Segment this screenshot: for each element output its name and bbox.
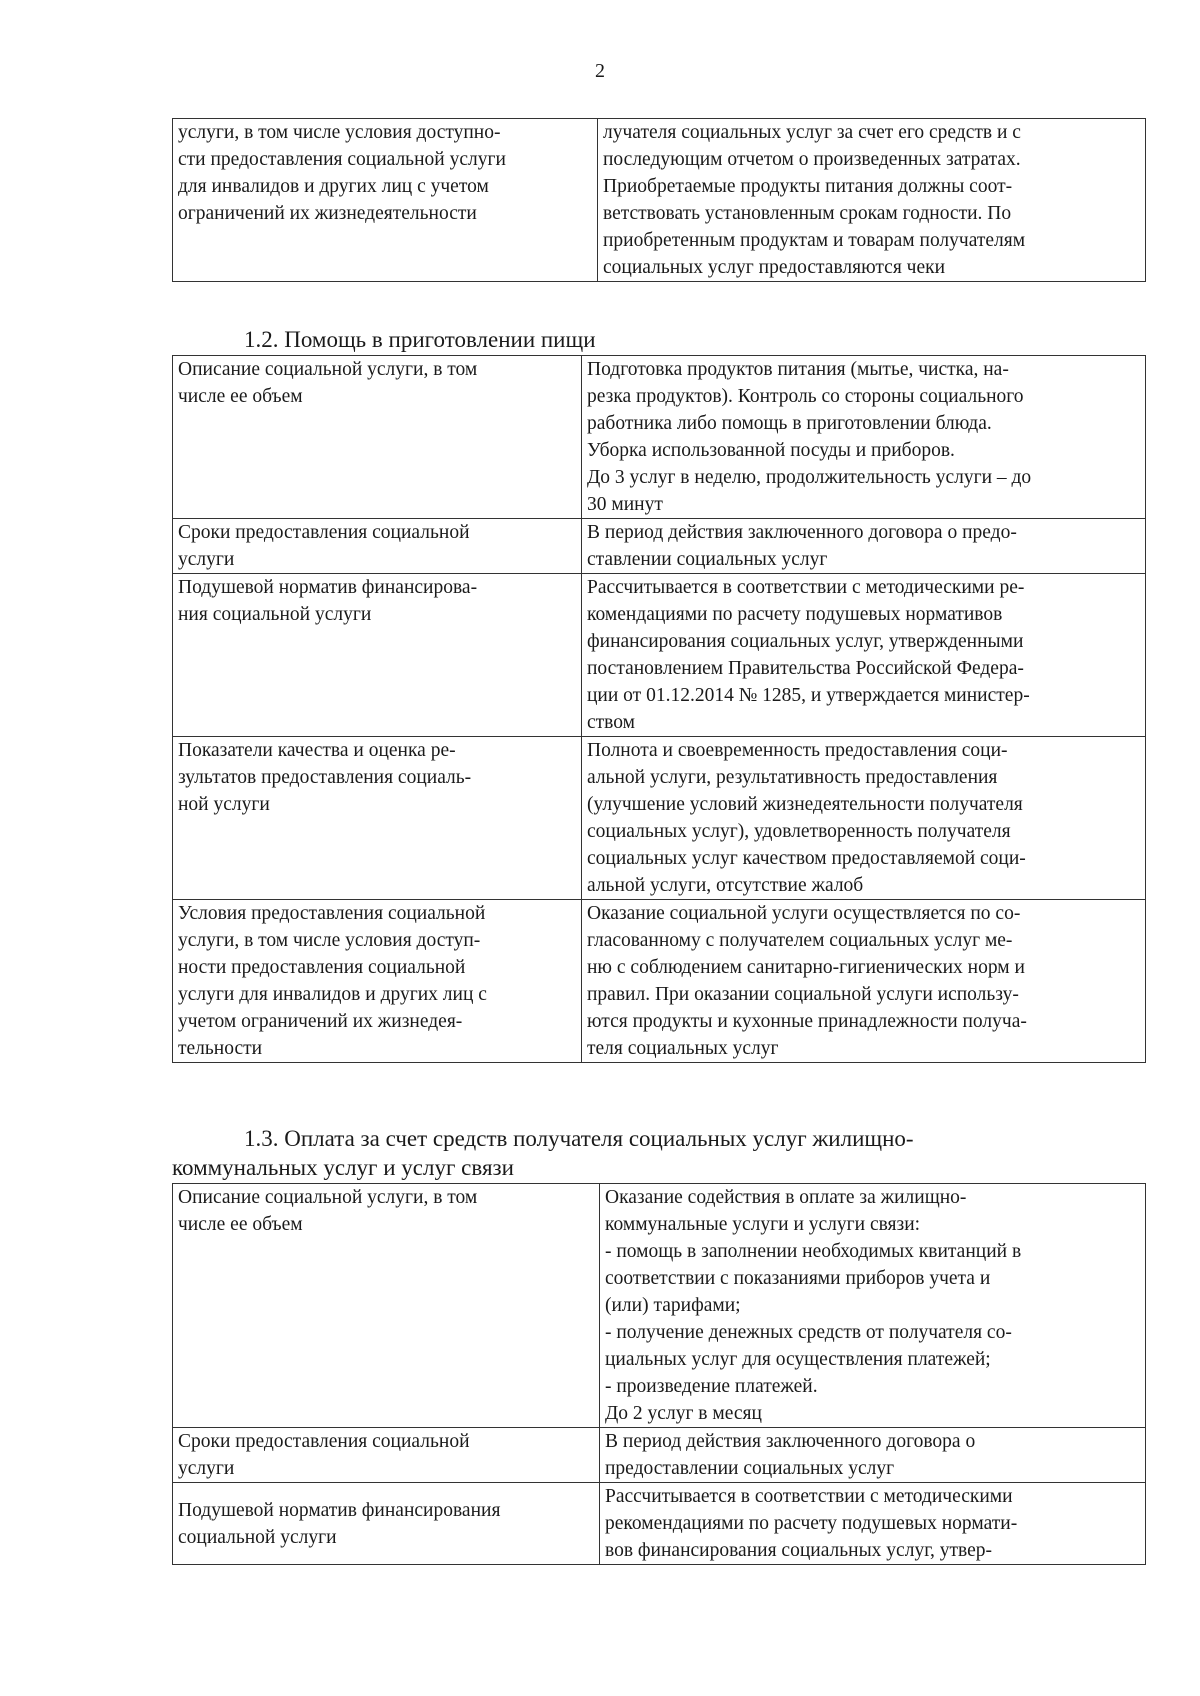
table-row: [173, 737, 1146, 900]
table-cell-label: Сроки предоставления социальной услуги: [173, 1428, 600, 1483]
table-row: [173, 519, 1146, 574]
table-cell-label: Подушевой норматив финансирования социальной услуги: [173, 1483, 600, 1565]
table-cell-label: услуги, в том числе условия доступно- сти предоставления социальной услуги для инвалидов и других лиц с учетом ограничений их жизнедеятельности: [173, 119, 598, 282]
table-row: [173, 119, 1146, 282]
table-cell-value: Оказание социальной услуги осуществляется по со- гласованному с получателем социальных услуг ме- ню с соблюдением санитарно-гигиенических норм и правил. При оказании социальной услуги использу- ются продукты и кухонные принадлежности получа- теля социальных услуг: [582, 900, 1146, 1063]
section-1-2-title: 1.2. Помощь в приготовлении пищи: [244, 327, 596, 352]
table-cell-value: Подготовка продуктов питания (мытье, чистка, на- резка продуктов). Контроль со стороны социального работника либо помощь в приготовлении блюда. Уборка использованной посуды и приборов. До 3 услуг в неделю, продолжительность услуги – до 30 минут: [582, 356, 1146, 519]
table-cell-label: Описание социальной услуги, в том числе ее объем: [173, 1184, 600, 1428]
table-row: [173, 1483, 1146, 1565]
section-1-2-table: [172, 355, 1146, 1063]
table-row: [173, 356, 1146, 519]
table-cell-value: Оказание содействия в оплате за жилищно- коммунальные услуги и услуги связи: - помощь в заполнении необходимых квитанций в соответствии с показаниями приборов учета и (или) тарифами; - получение денежных средств от получателя со- циальных услуг для осуществления платежей; - произведение платежей. До 2 услуг в месяц: [600, 1184, 1146, 1428]
table-row: [173, 574, 1146, 737]
table-cell-label: Подушевой норматив финансирова- ния социальной услуги: [173, 574, 582, 737]
table-cell-value: В период действия заключенного договора о предо- ставлении социальных услуг: [582, 519, 1146, 574]
table-cell-label: Показатели качества и оценка ре- зультатов предоставления социаль- ной услуги: [173, 737, 582, 900]
table-row: [173, 900, 1146, 1063]
section-1-3-table: [172, 1183, 1146, 1565]
table-row: [173, 1428, 1146, 1483]
table-cell-label: Описание социальной услуги, в том числе ее объем: [173, 356, 582, 519]
page-number: 2: [595, 60, 605, 82]
table-cell-value: Полнота и своевременность предоставления соци- альной услуги, результативность предоставления (улучшение условий жизнедеятельности получателя социальных услуг), удовлетворенность получателя социальных услуг качеством предоставляемой соци- альной услуги, отсутствие жалоб: [582, 737, 1146, 900]
table-row: [173, 1184, 1146, 1428]
table-cell-value: лучателя социальных услуг за счет его средств и с последующим отчетом о произведенных затратах. Приобретаемые продукты питания должны соот- ветствовать установленным срокам годности. По приобретенным продуктам и товарам получателям социальных услуг предоставляются чеки: [598, 119, 1146, 282]
table-cell-value: Рассчитывается в соответствии с методическими ре- комендациями по расчету подушевых нормативов финансирования социальных услуг, утвержденными постановлением Правительства Российской Федера- ции от 01.12.2014 № 1285, и утверждается министер- ством: [582, 574, 1146, 737]
table-cell-value: В период действия заключенного договора о предоставлении социальных услуг: [600, 1428, 1146, 1483]
table-cell-label: Сроки предоставления социальной услуги: [173, 519, 582, 574]
section-1-3-title: 1.3. Оплата за счет средств получателя социальных услуг жилищно- коммунальных услуг и услуг связи: [172, 1126, 914, 1180]
table-cell-value: Рассчитывается в соответствии с методическими рекомендациями по расчету подушевых нормати- вов финансирования социальных услуг, утвер-: [600, 1483, 1146, 1565]
continuation-table: [172, 118, 1146, 282]
table-cell-label: Условия предоставления социальной услуги, в том числе условия доступ- ности предоставления социальной услуги для инвалидов и других лиц с учетом ограничений их жизнедея- тельности: [173, 900, 582, 1063]
